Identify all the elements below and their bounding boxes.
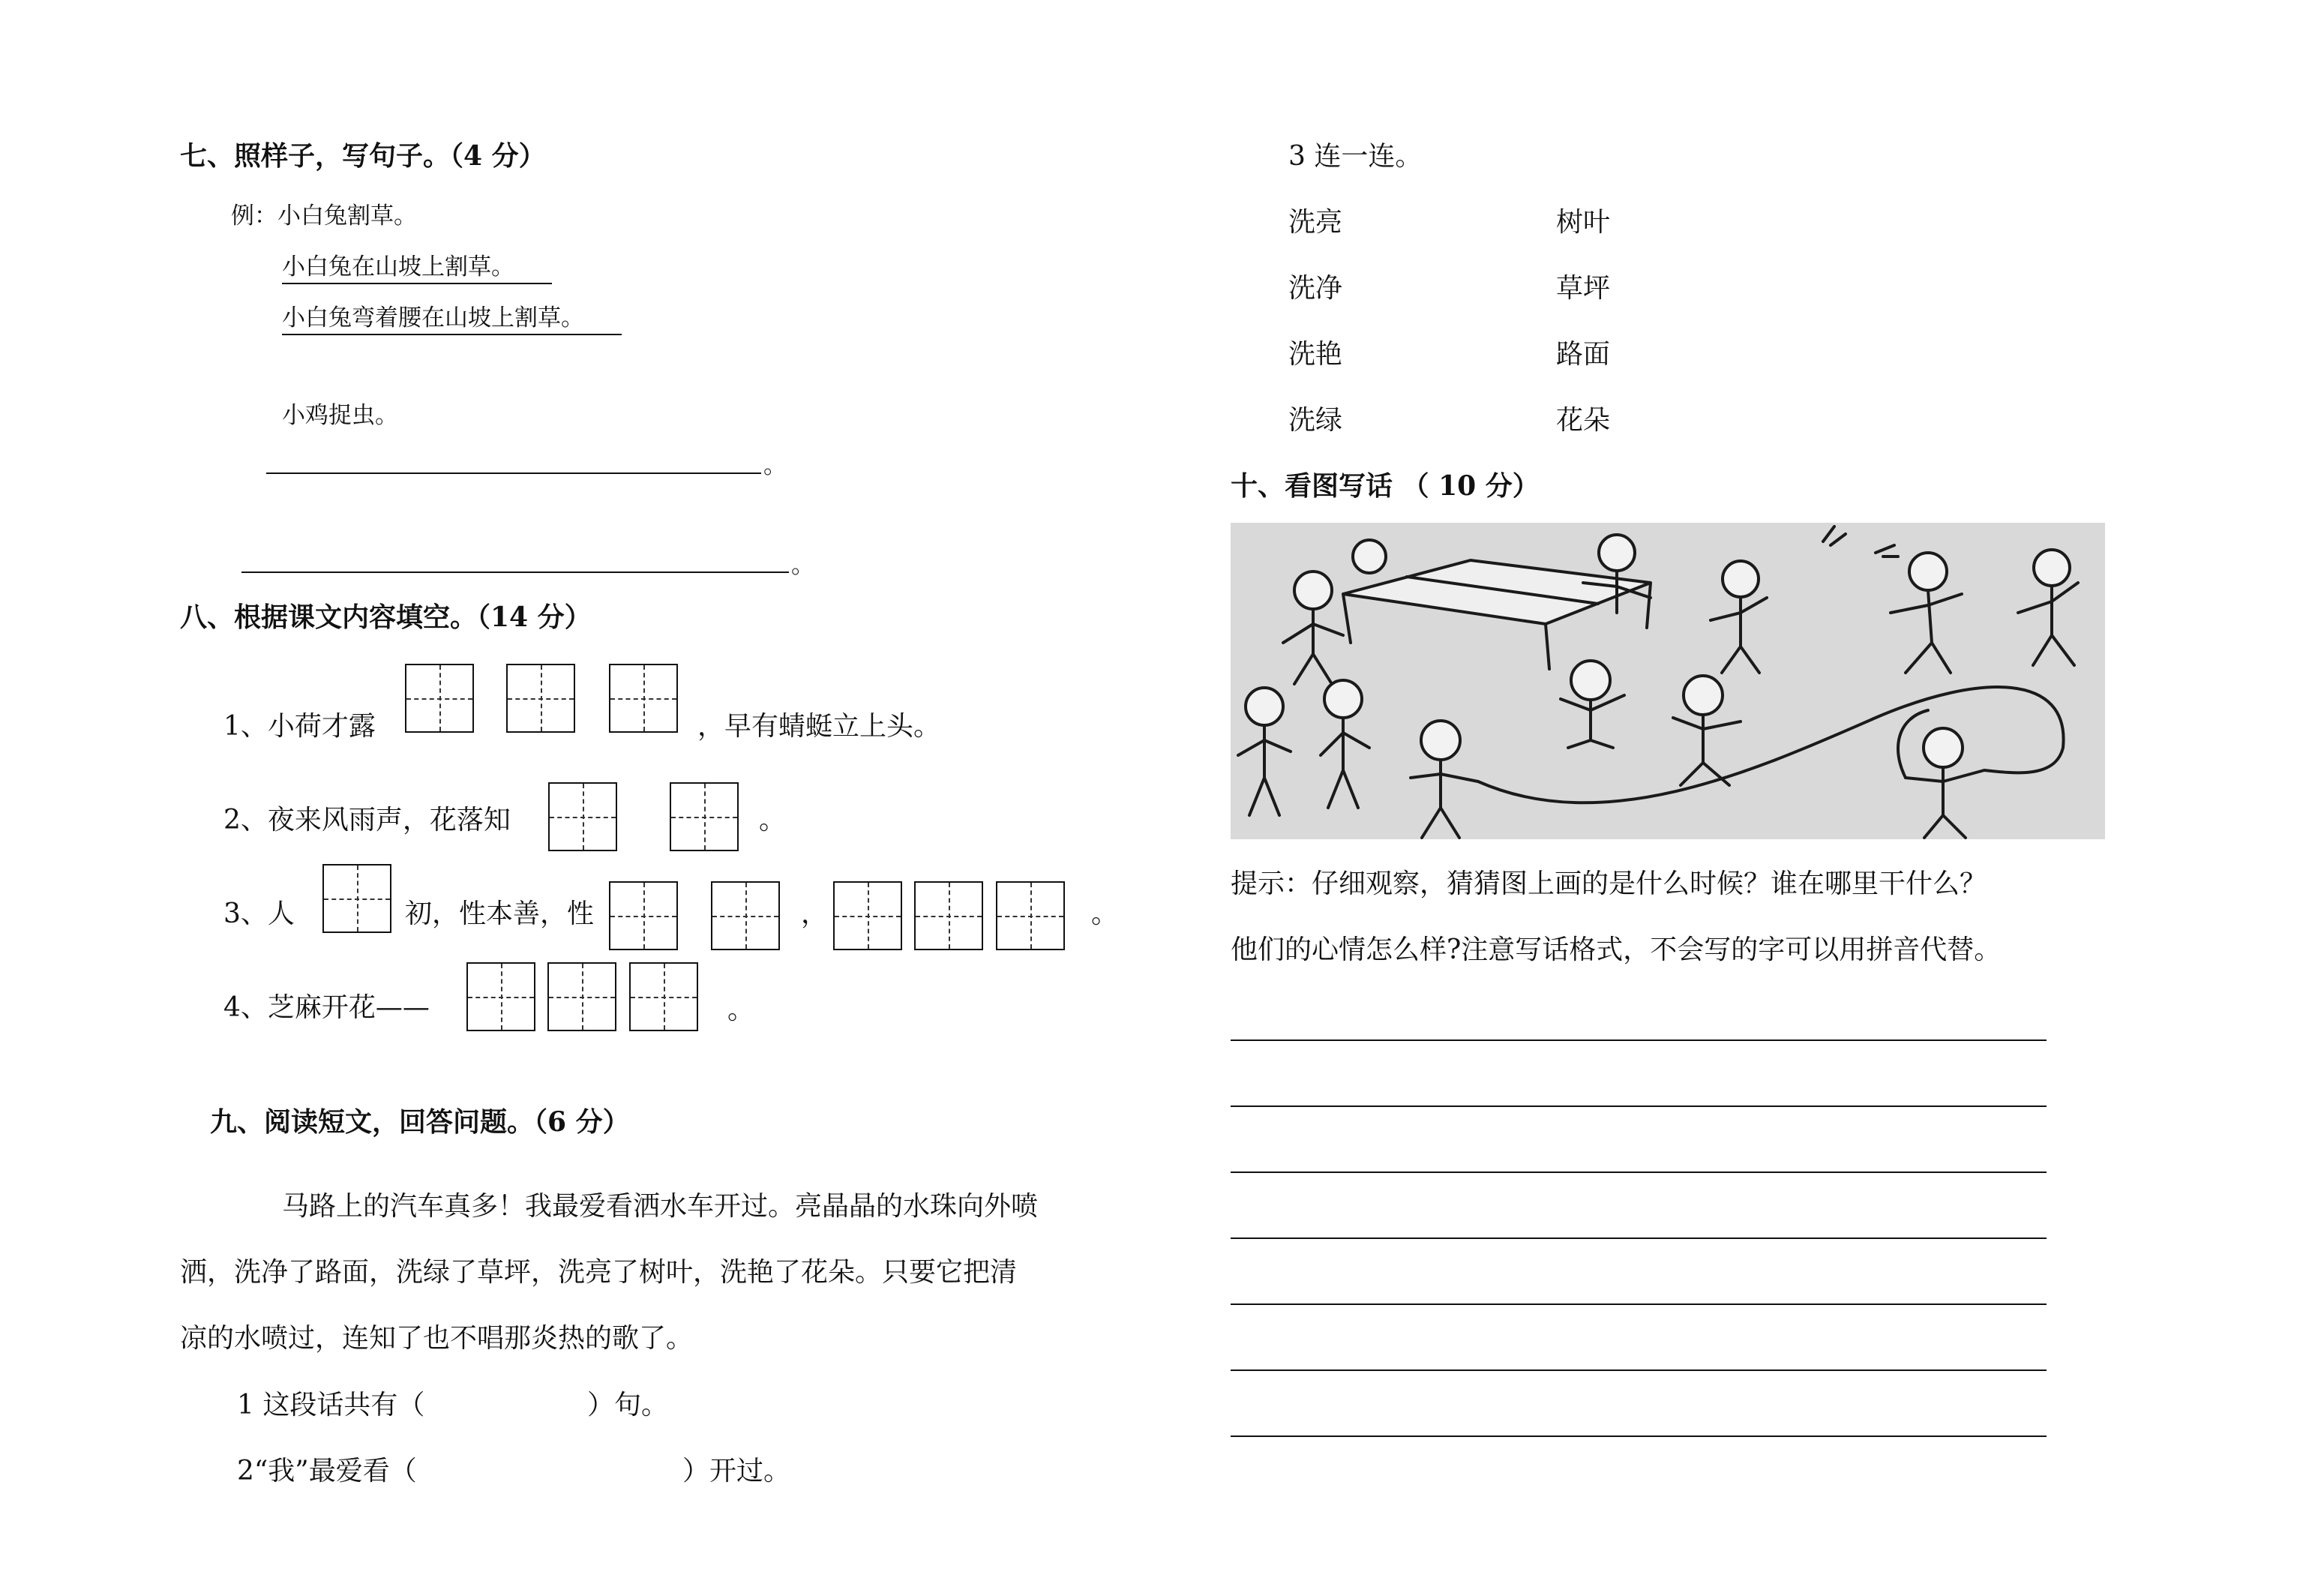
writing-line[interactable] bbox=[1231, 1238, 2047, 1239]
tianzige-box[interactable] bbox=[609, 881, 678, 950]
answer-period-2: 。 bbox=[791, 552, 814, 579]
question-3-title: 3 连一连。 bbox=[1288, 141, 1423, 172]
tianzige-box[interactable] bbox=[547, 962, 616, 1031]
illustration-drawing bbox=[1231, 523, 2105, 839]
match-left-word[interactable]: 洗亮 bbox=[1288, 207, 1343, 238]
writing-line[interactable] bbox=[1231, 1106, 2047, 1107]
q2-suffix: 。 bbox=[759, 805, 787, 836]
section-7-title: 七、照样子，写句子。（4 分） bbox=[180, 140, 546, 172]
writing-line[interactable] bbox=[1231, 1436, 2047, 1437]
example-label: 例：小白兔割草。 bbox=[231, 202, 417, 230]
tianzige-box[interactable] bbox=[405, 664, 474, 733]
section-9-title: 九、阅读短文，回答问题。（6 分） bbox=[210, 1106, 630, 1138]
tianzige-box[interactable] bbox=[914, 881, 983, 950]
q3-middle: 初，性本善，性 bbox=[405, 898, 595, 929]
tianzige-box[interactable] bbox=[466, 962, 535, 1031]
section-10-title: 十、看图写话 （ 10 分） bbox=[1231, 470, 1540, 502]
prompt-sentence: 小鸡捉虫。 bbox=[282, 402, 398, 429]
tianzige-box[interactable] bbox=[996, 881, 1065, 950]
match-right-word[interactable]: 路面 bbox=[1556, 339, 1611, 370]
tianzige-box[interactable] bbox=[548, 782, 617, 851]
match-right-word[interactable]: 草坪 bbox=[1556, 273, 1611, 304]
passage-line-2: 洒，洗净了路面，洗绿了草坪，洗亮了树叶，洗艳了花朵。只要它把清 bbox=[180, 1257, 1018, 1288]
tianzige-box[interactable] bbox=[711, 881, 780, 950]
tianzige-box[interactable] bbox=[629, 962, 698, 1031]
tianzige-box[interactable] bbox=[609, 664, 678, 733]
q3-comma: ， bbox=[801, 898, 829, 929]
match-left-word[interactable]: 洗艳 bbox=[1288, 339, 1343, 370]
hint-line-1: 提示：仔细观察，猜猜图上画的是什么时候？谁在哪里干什么？ bbox=[1231, 868, 1987, 899]
children-playing-illustration bbox=[1231, 523, 2105, 839]
tianzige-box[interactable] bbox=[506, 664, 575, 733]
tianzige-box[interactable] bbox=[670, 782, 739, 851]
q1-suffix: ，早有蜻蜓立上头。 bbox=[697, 711, 941, 742]
writing-line[interactable] bbox=[1231, 1172, 2047, 1173]
match-left-word[interactable]: 洗净 bbox=[1288, 273, 1343, 304]
example-sentence-2: 小白兔弯着腰在山坡上割草。 bbox=[282, 298, 622, 335]
example-sentence-1: 小白兔在山坡上割草。 bbox=[282, 248, 552, 284]
passage-line-3: 凉的水喷过，连知了也不唱那炎热的歌了。 bbox=[180, 1323, 694, 1354]
q4-prefix: 4、芝麻开花—— bbox=[223, 992, 430, 1023]
writing-line[interactable] bbox=[1231, 1370, 2047, 1371]
question-2-suffix: ）开过。 bbox=[682, 1456, 791, 1486]
q4-suffix: 。 bbox=[727, 994, 755, 1025]
section-8-title: 八、根据课文内容填空。（14 分） bbox=[180, 602, 592, 633]
answer-period-1: 。 bbox=[763, 452, 787, 479]
match-right-word[interactable]: 树叶 bbox=[1556, 207, 1611, 238]
question-1-suffix: ）句。 bbox=[587, 1390, 669, 1420]
answer-line-2[interactable] bbox=[241, 572, 789, 573]
answer-line-1[interactable] bbox=[266, 472, 761, 474]
tianzige-box[interactable] bbox=[833, 881, 902, 950]
q3-suffix: 。 bbox=[1091, 898, 1119, 929]
question-1-prefix: 1 这段话共有（ bbox=[237, 1390, 425, 1420]
question-2-prefix: 2“我”最爱看（ bbox=[237, 1456, 417, 1486]
passage-line-1: 马路上的汽车真多！我最爱看洒水车开过。亮晶晶的水珠向外喷 bbox=[282, 1191, 1039, 1222]
q2-prefix: 2、夜来风雨声，花落知 bbox=[223, 805, 511, 836]
hint-line-2: 他们的心情怎么样?注意写话格式，不会写的字可以用拼音代替。 bbox=[1231, 934, 2002, 965]
q1-prefix: 1、小荷才露 bbox=[223, 711, 376, 742]
match-left-word[interactable]: 洗绿 bbox=[1288, 405, 1343, 436]
writing-line[interactable] bbox=[1231, 1304, 2047, 1305]
writing-line[interactable] bbox=[1231, 1040, 2047, 1041]
q3-prefix: 3、人 bbox=[223, 898, 295, 929]
match-right-word[interactable]: 花朵 bbox=[1556, 405, 1611, 436]
tianzige-box[interactable] bbox=[322, 864, 391, 933]
